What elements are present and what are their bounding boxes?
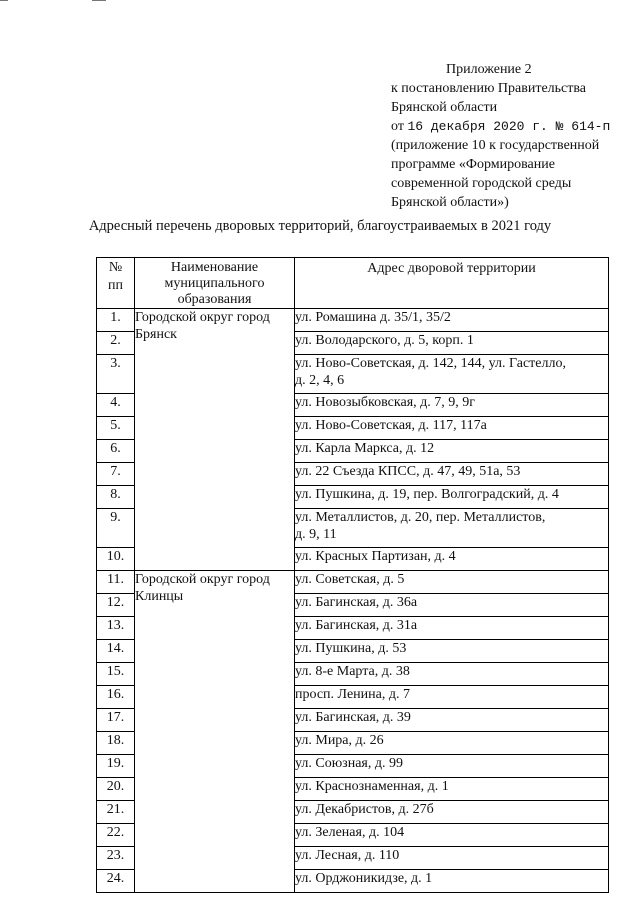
annex-line: к постановлению Правительства xyxy=(391,81,587,96)
address-cell xyxy=(295,801,609,824)
header-address-text: Адрес дворовой территории xyxy=(367,261,536,276)
address-cell xyxy=(295,686,609,709)
address-table xyxy=(96,257,609,893)
scan-edge-mark xyxy=(92,0,106,1)
header-muni-line: муниципального xyxy=(164,276,265,291)
address-line: ул. Ромашина д. 35/1, 35/2 xyxy=(295,310,451,325)
address-cell xyxy=(295,709,609,732)
address-cell xyxy=(295,355,609,394)
address-line: ул. Володарского, д. 5, корп. 1 xyxy=(295,333,474,348)
address-line: ул. Советская, д. 5 xyxy=(295,572,405,587)
municipality-line: Городской округ город xyxy=(135,572,270,587)
address-cell xyxy=(295,594,609,617)
row-number: 20. xyxy=(97,778,135,801)
annex-note-line: Брянской области») xyxy=(391,195,509,210)
row-number: 9. xyxy=(97,509,135,548)
address-line: ул. Декабристов, д. 27б xyxy=(295,802,434,817)
table-row xyxy=(97,571,609,594)
municipality-cell xyxy=(135,571,295,893)
annex-date-prefix: от xyxy=(391,119,404,134)
header-muni-line: образования xyxy=(177,292,252,307)
address-line: ул. Зеленая, д. 104 xyxy=(295,825,405,840)
address-line: ул. Краснознаменная, д. 1 xyxy=(295,779,449,794)
row-number: 5. xyxy=(97,417,135,440)
header-address xyxy=(295,258,609,309)
row-number: 13. xyxy=(97,617,135,640)
address-cell xyxy=(295,732,609,755)
row-number: 7. xyxy=(97,463,135,486)
row-number: 21. xyxy=(97,801,135,824)
address-line: ул. Багинская, д. 31а xyxy=(295,618,418,633)
header-num-line: № xyxy=(108,260,123,275)
address-cell xyxy=(295,640,609,663)
annex-date-value: 16 декабря 2020 г. № 614-п xyxy=(407,119,611,134)
municipality-line: Брянск xyxy=(135,327,177,342)
address-cell xyxy=(295,309,609,332)
row-number: 14. xyxy=(97,640,135,663)
table-body xyxy=(97,309,609,893)
row-number: 23. xyxy=(97,847,135,870)
address-cell xyxy=(295,332,609,355)
address-cell xyxy=(295,870,609,893)
address-cell xyxy=(295,663,609,686)
table-row xyxy=(97,309,609,332)
header-municipality xyxy=(135,258,295,309)
row-number: 2. xyxy=(97,332,135,355)
address-cell xyxy=(295,571,609,594)
municipality-line: Городской округ город xyxy=(135,310,270,325)
address-line: ул. Ново-Советская, д. 142, 144, ул. Гастелло, xyxy=(295,356,566,371)
address-line: ул. Союзная, д. 99 xyxy=(295,756,403,771)
annex-date-line xyxy=(391,117,637,136)
row-number: 19. xyxy=(97,755,135,778)
address-line: ул. Пушкина, д. 53 xyxy=(295,641,407,656)
address-cell xyxy=(295,486,609,509)
address-line: д. 9, 11 xyxy=(295,527,337,542)
municipality-line: Клинцы xyxy=(135,589,184,604)
address-line: ул. Лесная, д. 110 xyxy=(295,848,400,863)
row-number: 8. xyxy=(97,486,135,509)
address-cell xyxy=(295,778,609,801)
municipality-cell xyxy=(135,309,295,571)
row-number: 4. xyxy=(97,394,135,417)
header-num xyxy=(97,258,135,309)
address-line: ул. Металлистов, д. 20, пер. Металлистов, xyxy=(295,510,546,525)
annex-note-line: современной городской среды xyxy=(391,176,572,191)
address-cell xyxy=(295,509,609,548)
address-line: ул. Ново-Советская, д. 117, 117а xyxy=(295,418,487,433)
address-line: ул. 22 Съезда КПСС, д. 47, 49, 51а, 53 xyxy=(295,464,521,479)
address-cell xyxy=(295,824,609,847)
address-cell xyxy=(295,617,609,640)
address-cell xyxy=(295,463,609,486)
address-line: ул. Багинская, д. 39 xyxy=(295,710,411,725)
row-number: 18. xyxy=(97,732,135,755)
row-number: 12. xyxy=(97,594,135,617)
annex-block xyxy=(391,60,637,212)
row-number: 10. xyxy=(97,548,135,571)
annex-note-line: (приложение 10 к государственной xyxy=(391,138,600,153)
header-muni-line: Наименование xyxy=(170,260,259,275)
address-cell xyxy=(295,440,609,463)
annex-note-line: программе «Формирование xyxy=(391,157,555,172)
row-number: 22. xyxy=(97,824,135,847)
row-number: 17. xyxy=(97,709,135,732)
row-number: 1. xyxy=(97,309,135,332)
address-cell xyxy=(295,755,609,778)
table-header-row xyxy=(97,258,609,309)
row-number: 6. xyxy=(97,440,135,463)
address-line: ул. Багинская, д. 36а xyxy=(295,595,418,610)
address-cell xyxy=(295,548,609,571)
row-number: 16. xyxy=(97,686,135,709)
annex-title: Приложение 2 xyxy=(446,62,532,77)
address-cell xyxy=(295,417,609,440)
address-line: просп. Ленина, д. 7 xyxy=(295,687,410,702)
scan-edge-mark xyxy=(0,0,8,1)
document-title: Адресный перечень дворовых территорий, благоустраиваемых в 2021 году xyxy=(88,218,552,234)
address-line: д. 2, 4, 6 xyxy=(295,373,345,388)
address-line: ул. 8-е Марта, д. 38 xyxy=(295,664,410,679)
address-line: ул. Новозыбковская, д. 7, 9, 9г xyxy=(295,395,475,410)
address-line: ул. Орджоникидзе, д. 1 xyxy=(295,871,433,886)
row-number: 15. xyxy=(97,663,135,686)
header-num-line: пп xyxy=(108,278,123,293)
address-line: ул. Пушкина, д. 19, пер. Волгоградский, д. 4 xyxy=(295,487,559,502)
address-cell xyxy=(295,847,609,870)
row-number: 11. xyxy=(97,571,135,594)
address-cell xyxy=(295,394,609,417)
address-line: ул. Красных Партизан, д. 4 xyxy=(295,549,456,564)
address-line: ул. Мира, д. 26 xyxy=(295,733,384,748)
annex-line: Брянской области xyxy=(391,100,498,115)
row-number: 3. xyxy=(97,355,135,394)
row-number: 24. xyxy=(97,870,135,893)
address-line: ул. Карла Маркса, д. 12 xyxy=(295,441,435,456)
